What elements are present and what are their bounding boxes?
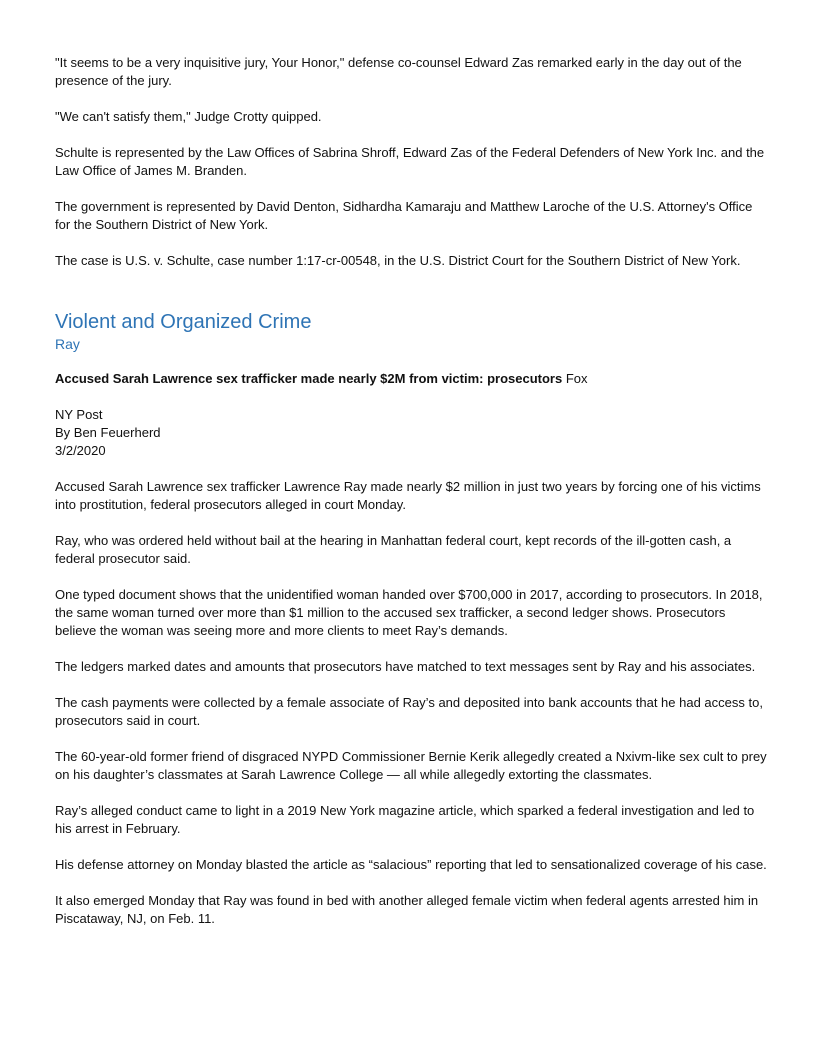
article-paragraph-1: Accused Sarah Lawrence sex trafficker Lawrence Ray made nearly $2 million in just two years by forcing one of his victims into prostitution, federal prosecutors alleged in court Monday. <box>55 479 761 512</box>
article-paragraph-3: One typed document shows that the unidentified woman handed over $700,000 in 2017, according to prosecutors. In 2018, the same woman turned over more than $1 million to the accused sex trafficker, a second ledger shows. Prosecutors believe the woman was seeing more and more clients to meet Ray’s demands. <box>55 587 763 638</box>
article-headline-text: Accused Sarah Lawrence sex trafficker made nearly $2M from victim: prosecutors <box>55 371 563 386</box>
article-paragraph-4: The ledgers marked dates and amounts that prosecutors have matched to text messages sent by Ray and his associates. <box>55 659 756 674</box>
article-paragraph-9: It also emerged Monday that Ray was found in bed with another alleged female victim when federal agents arrested him in Piscataway, NJ, on Feb. 11. <box>55 893 759 926</box>
document-page <box>55 54 767 946</box>
section-title: Violent and Organized Crime <box>55 311 312 333</box>
article-paragraph-2: Ray, who was ordered held without bail at the hearing in Manhattan federal court, kept records of the ill-gotten cash, a federal prosecutor said. <box>55 533 732 566</box>
intro-paragraph-1: "It seems to be a very inquisitive jury, Your Honor," defense co-counsel Edward Zas remarked early in the day out of the presence of the jury. <box>55 55 742 88</box>
article-paragraph-7: Ray’s alleged conduct came to light in a 2019 New York magazine article, which sparked a federal investigation and led to his arrest in February. <box>55 803 755 836</box>
intro-paragraph-4: The government is represented by David Denton, Sidhardha Kamaraju and Matthew Laroche of the U.S. Attorney's Office for the Southern District of New York. <box>55 199 753 232</box>
intro-paragraph-5: The case is U.S. v. Schulte, case number 1:17-cr-00548, in the U.S. District Court for the Southern District of New York. <box>55 253 741 268</box>
intro-paragraph-3: Schulte is represented by the Law Offices of Sabrina Shroff, Edward Zas of the Federal Defenders of New York Inc. and the Law Office of James M. Branden. <box>55 145 765 178</box>
article-paragraph-8: His defense attorney on Monday blasted the article as “salacious” reporting that led to sensationalized coverage of his case. <box>55 857 767 872</box>
article-paragraph-5: The cash payments were collected by a female associate of Ray’s and deposited into bank accounts that he had access to, prosecutors said in court. <box>55 695 763 728</box>
article-byline: By Ben Feuerherd <box>55 425 161 440</box>
article-meta <box>55 406 767 460</box>
section-subtitle: Ray <box>55 336 80 352</box>
article-paragraph-6: The 60-year-old former friend of disgraced NYPD Commissioner Bernie Kerik allegedly created a Nxivm-like sex cult to prey on his daughter’s classmates at Sarah Lawrence College — all while allegedly extorting the classmates. <box>55 749 767 782</box>
article-source: NY Post <box>55 407 103 422</box>
intro-paragraph-2: "We can't satisfy them," Judge Crotty quipped. <box>55 109 322 124</box>
article-date: 3/2/2020 <box>55 443 106 458</box>
article-headline-suffix: Fox <box>562 371 588 386</box>
article-headline <box>55 370 767 388</box>
